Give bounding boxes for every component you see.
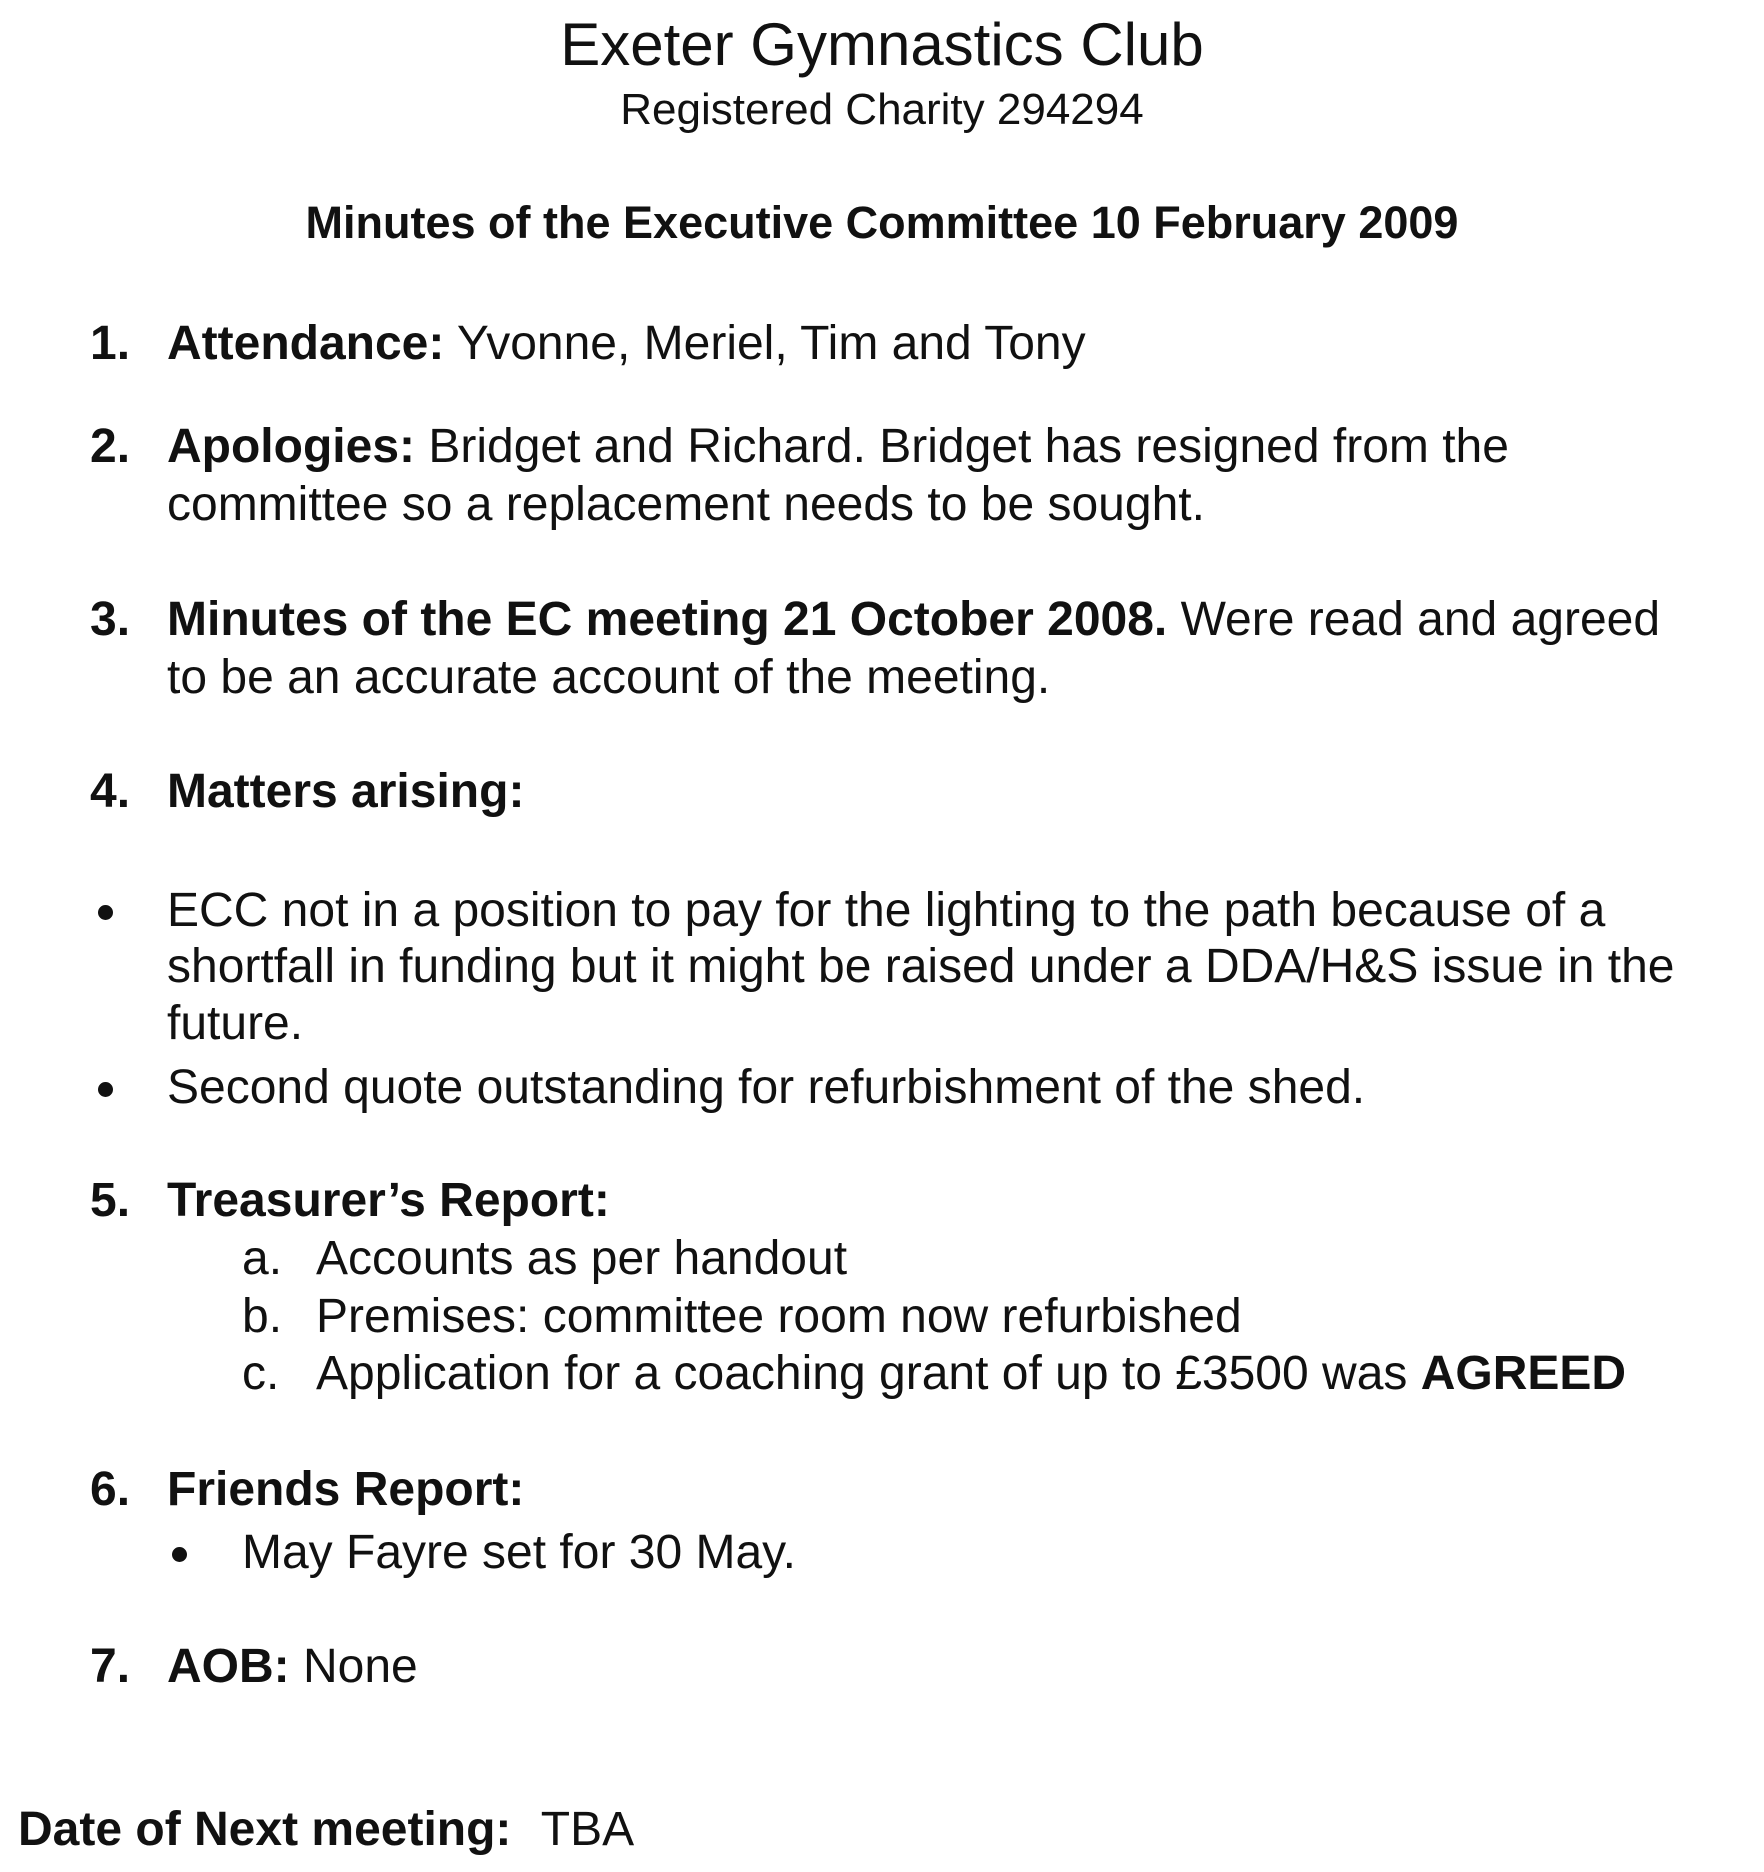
previous-minutes-line [167, 591, 1660, 649]
aob-heading: AOB: [167, 1640, 290, 1693]
treasurers-report-heading: Treasurer’s Report: [167, 1174, 610, 1227]
attendance-text: Yvonne, Meriel, Tim and Tony [456, 317, 1086, 370]
next-meeting-label: Date of Next meeting: [18, 1803, 512, 1856]
matters-bullet-1-line-1: ECC not in a position to pay for the lighting to the path because of a [167, 884, 1606, 937]
agreed-emphasis: AGREED [1420, 1347, 1627, 1400]
item-number: 6. [90, 1463, 131, 1516]
matters-arising-heading: Matters arising: [167, 765, 525, 818]
apologies-text: Bridget and Richard. Bridget has resigned from the [428, 420, 1509, 473]
item-number: 4. [90, 765, 131, 818]
aob-line [167, 1638, 418, 1696]
matters-bullet-1-line-2: shortfall in funding but it might be raised under a DDA/H&S issue in the [167, 940, 1675, 993]
accounts-text: Accounts as per handout [316, 1232, 848, 1285]
item-number: 5. [90, 1174, 131, 1227]
sub-item-label: c. [242, 1347, 280, 1400]
bullet-dot [98, 905, 113, 920]
bullet-dot [172, 1547, 187, 1562]
previous-minutes-text: Were read and agreed [1180, 593, 1661, 646]
matters-bullet-1-line-3: future. [167, 997, 304, 1050]
apologies-line [167, 418, 1509, 476]
document-title: Minutes of the Executive Committee 10 February 2009 [305, 197, 1459, 248]
sub-item-label: b. [242, 1290, 283, 1343]
apologies-heading: Apologies: [167, 420, 415, 473]
item-number: 1. [90, 317, 131, 370]
previous-minutes-text-continued: to be an accurate account of the meeting. [167, 651, 1051, 704]
next-meeting-line [18, 1801, 634, 1859]
sub-item-label: a. [242, 1232, 283, 1285]
matters-bullet-2: Second quote outstanding for refurbishment of the shed. [167, 1061, 1366, 1114]
coaching-grant-line [316, 1345, 1626, 1403]
next-meeting-value: TBA [540, 1803, 635, 1856]
previous-minutes-heading: Minutes of the EC meeting 21 October 2008. [167, 593, 1168, 646]
coaching-grant-text: Application for a coaching grant of up to £3500 was [316, 1347, 1408, 1400]
item-number: 2. [90, 420, 131, 473]
item-number: 7. [90, 1640, 131, 1693]
charity-number: Registered Charity 294294 [620, 85, 1144, 134]
item-number: 3. [90, 593, 131, 646]
attendance-heading: Attendance: [167, 317, 445, 370]
premises-text: Premises: committee room now refurbished [316, 1290, 1242, 1343]
club-name: Exeter Gymnastics Club [560, 11, 1204, 78]
friends-report-heading: Friends Report: [167, 1463, 525, 1516]
aob-text: None [303, 1640, 418, 1693]
apologies-text-continued: committee so a replacement needs to be sought. [167, 478, 1205, 531]
bullet-dot [98, 1082, 113, 1097]
may-fayre-text: May Fayre set for 30 May. [242, 1526, 796, 1579]
attendance-line [167, 315, 1086, 373]
